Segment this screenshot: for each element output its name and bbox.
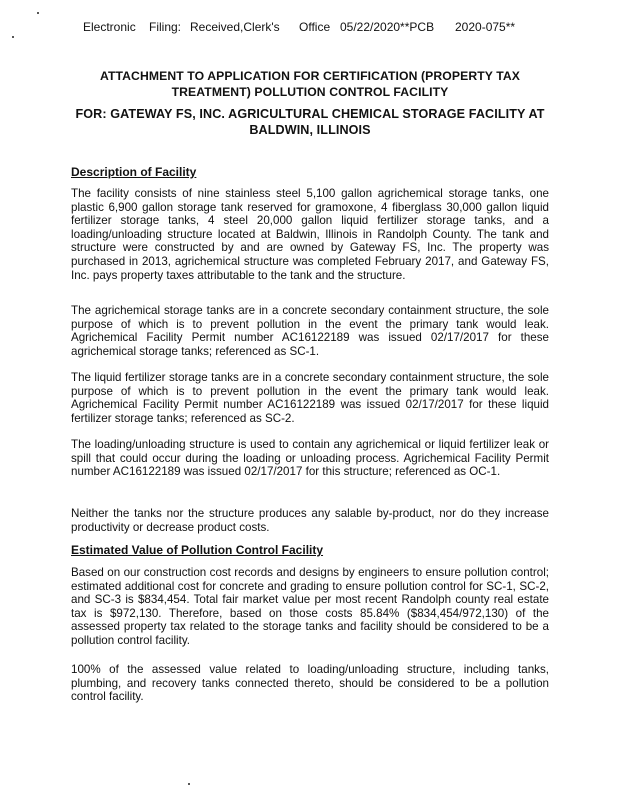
scan-speck bbox=[188, 783, 190, 785]
stamp-office: Office bbox=[299, 20, 331, 34]
document-subtitle: FOR: GATEWAY FS, INC. AGRICULTURAL CHEMICAL STORAGE FACILITY AT BALDWIN, ILLINOIS bbox=[75, 107, 545, 137]
scan-speck bbox=[37, 12, 39, 14]
estimated-value-paragraph: 100% of the assessed value related to loading/unloading structure, including tanks, plumbing, and recovery tanks connected thereto, should be considered to be a pollution control facility. bbox=[71, 663, 549, 704]
stamp-date: 05/22/2020**PCB bbox=[340, 20, 435, 34]
document-title: ATTACHMENT TO APPLICATION FOR CERTIFICATION (PROPERTY TAX TREATMENT) POLLUTION CONTROL FACILITY bbox=[99, 69, 521, 99]
description-paragraph: The loading/unloading structure is used to contain any agrichemical or liquid fertilizer leak or spill that could occur during the loading or unloading process. Agrichemical Facility Permit number AC16122189 was issued 02/17/2017 for this structure; referenced as OC-1. bbox=[71, 438, 549, 479]
description-paragraph: Neither the tanks nor the structure produces any salable by-product, nor do they increase productivity or decrease product costs. bbox=[71, 507, 549, 534]
estimated-value-heading: Estimated Value of Pollution Control Facility bbox=[71, 543, 324, 557]
estimated-value-paragraph: Based on our construction cost records and designs by engineers to ensure pollution control; estimated additional cost for concrete and grading to ensure pollution control for SC-1, SC-2, and SC-3 is $834,454. Total fair market value per most recent Randolph county real estate tax is $972,130. Therefore, based on those costs 85.84% ($834,454/972,130) of the assessed property tax related to the storage tanks and facility should be considered to be a pollution control facility. bbox=[71, 566, 549, 647]
stamp-electronic: Electronic bbox=[83, 20, 136, 34]
stamp-received: Received,Clerk's bbox=[190, 20, 280, 34]
stamp-docket: 2020-075** bbox=[455, 20, 516, 34]
description-paragraph: The facility consists of nine stainless steel 5,100 gallon agrichemical storage tanks, one plastic 6,900 gallon storage tank reserved for gramoxone, 4 fiberglass 30,000 gallon liquid fertilizer storage tanks, 4 steel 20,000 gallon liquid fertilizer storage tanks, and a loading/unloading structure located at Baldwin, Illinois in Randolph County. The tank and structure were constructed by and are owned by Gateway FS, Inc. The property was purchased in 2013, agrichemical structure was completed February 2017, and Gateway FS, Inc. pays property taxes attributable to the tank and the structure. bbox=[71, 187, 549, 282]
description-heading: Description of Facility bbox=[71, 165, 197, 179]
stamp-filing: Filing: bbox=[149, 20, 182, 34]
electronic-filing-stamp bbox=[0, 20, 618, 38]
description-paragraph: The liquid fertilizer storage tanks are in a concrete secondary containment structure, the sole purpose of which is to prevent pollution in the event the primary tank would leak. Agrichemical Facility Permit number AC16122189 was issued 02/17/2017 for these liquid fertilizer storage tanks; referenced as SC-2. bbox=[71, 371, 549, 425]
description-paragraph: The agrichemical storage tanks are in a concrete secondary containment structure, the sole purpose of which is to prevent pollution in the event the primary tank would leak. Agrichemical Facility Permit number AC16122189 was issued 02/17/2017 for these agrichemical storage tanks; referenced as SC-1. bbox=[71, 304, 549, 358]
